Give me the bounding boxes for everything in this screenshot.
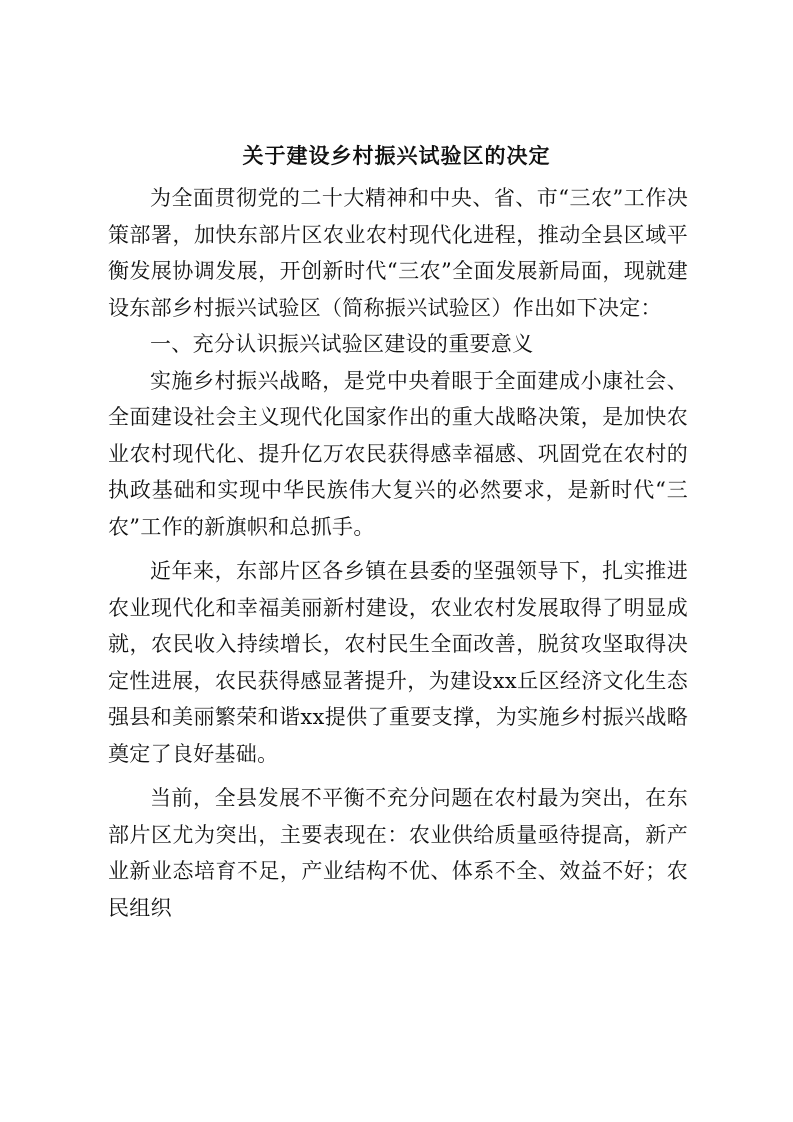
paragraph-intro: 为全面贯彻党的二十大精神和中央、省、市“三农”工作决策部署，加快东部片区农业农村现代化进程，推动全县区域平衡发展协调发展，开创新时代“三农”全面发展新局面，现就建设东部乡村振兴试验区（简称振兴试验区）作出如下决定：: [108, 186, 688, 320]
document-title: 关于建设乡村振兴试验区的决定: [242, 144, 551, 168]
section-heading-1: 一、充分认识振兴试验区建设的重要意义: [150, 332, 534, 356]
document-body: [108, 180, 688, 926]
paragraph-recent-years: 近年来，东部片区各乡镇在县委的坚强领导下，扎实推进农业现代化和幸福美丽新村建设，农业农村发展取得了明显成就，农民收入持续增长，农村民生全面改善，脱贫攻坚取得决定性进展，农民获得感显著提升，为建设xx丘区经济文化生态强县和美丽繁荣和谐xx提供了重要支撑，为实施乡村振兴战略奠定了良好基础。: [108, 559, 688, 766]
paragraph-significance: 实施乡村振兴战略，是党中央着眼于全面建成小康社会、全面建设社会主义现代化国家作出的重大战略决策，是加快农业农村现代化、提升亿万农民获得感幸福感、巩固党在农村的执政基础和实现中华民族伟大复兴的必然要求，是新时代“三农”工作的新旗帜和总抓手。: [108, 368, 688, 539]
paragraph-current-issues: 当前，全县发展不平衡不充分问题在农村最为突出，在东部片区尤为突出，主要表现在：农业供给质量亟待提高，新产业新业态培育不足，产业结构不优、体系不全、效益不好；农民组织: [108, 786, 688, 920]
